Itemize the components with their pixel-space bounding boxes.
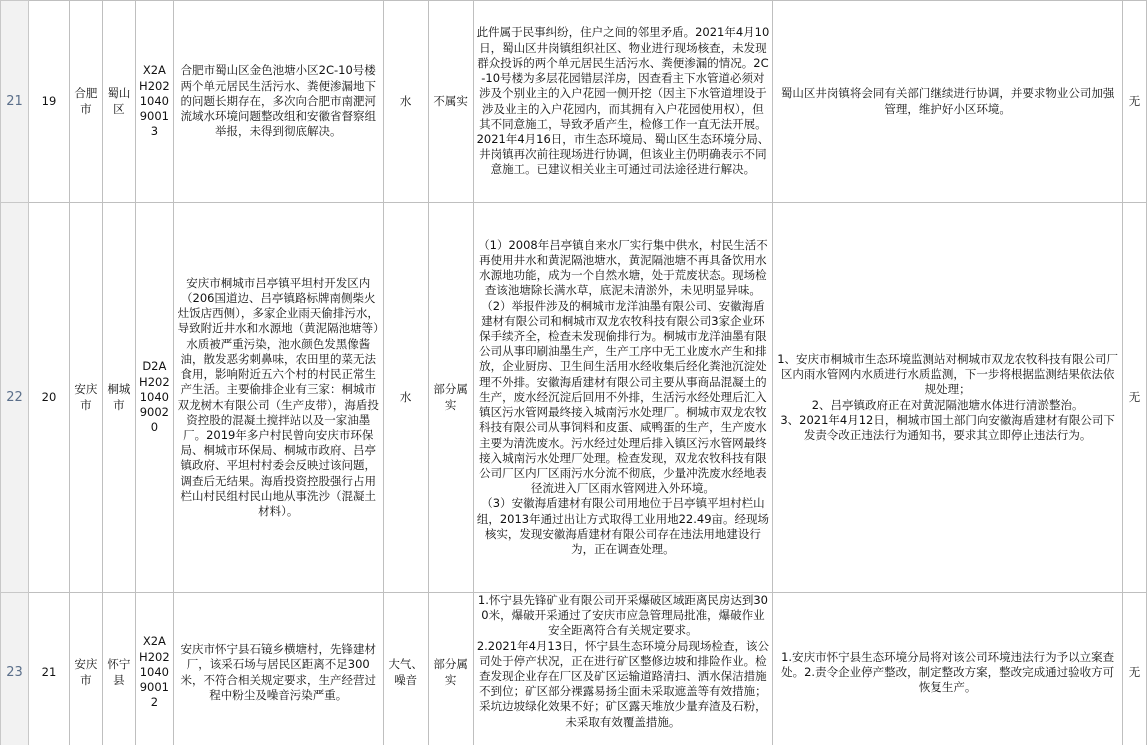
category-cell[interactable]: 水 [383, 1, 428, 203]
category-cell[interactable]: 大气、噪音 [383, 593, 428, 745]
measures-cell[interactable]: 1.安庆市怀宁县生态环境分局将对该公司环境违法行为予以立案查处。2.责令企业停产整改，制定整改方案，整改完成通过验收方可恢复生产。 [773, 593, 1123, 745]
table-row [1, 203, 1147, 593]
seq-cell[interactable]: 21 [28, 593, 69, 745]
check-cell[interactable] [473, 1, 773, 203]
check-paragraph: （2）举报件涉及的桐城市龙洋油墨有限公司、安徽海盾建材有限公司和桐城市双龙农牧科技有限公司3家企业环保手续齐全，检查未发现偷排行为。桐城市龙洋油墨有限公司从事印刷油墨生产，生产工序中无工业废水产生和排放，企业厨房、卫生间生活用水经收集后经化粪池沉淀处理不外排。安徽海盾建材有限公司主要从事商品混凝土的生产，废水经沉淀后回用不外排，生活污水经处理后汇入镇区污水管网最终接入城南污水处理厂。桐城市双龙农牧科技有限公司从事饲料和皮蛋、咸鸭蛋的生产，生产废水主要为清洗废水。污水经过处理后排入镇区污水管网最终接入城南污水处理厂处理。检查发现，双龙农牧科技有限公司厂区内厂区雨污水分流不彻底，少量冲洗废水经地表径流进入厂区雨水管网进入外环境。 [479, 298, 767, 496]
check-paragraph: 此件属于民事纠纷，住户之间的邻里矛盾。2021年4月10日，蜀山区井岗镇组织社区、物业进行现场核查，未发现群众投诉的两个单元居民生活污水、粪便渗漏的情况。2C-10号楼为多层花园错层洋房，因查看主下水管道必须对涉及个别业主的入户花园一侧开挖（因主下水管道埋设于涉及业主的入户花园内，而其拥有入户花园使用权），但其不同意施工，导致矛盾产生，检修工作一直无法开展。2021年4月16日，市生态环境局、蜀山区生态环境分局、井岗镇再次前往现场进行协调，但该业主仍明确表示不同意施工。已建议相关业主可通过司法途径进行解决。 [476, 25, 770, 177]
accountability-cell[interactable]: 无 [1122, 593, 1146, 745]
code-cell[interactable]: X2AH20210409001 2 [135, 593, 173, 745]
complaint-cell[interactable]: 安庆市桐城市吕亭镇平坦村开发区内（206国道边、吕亭镇路标牌南侧柴火灶饭店西侧），多家企业雨天偷排污水，导致附近井水和水源地（黄泥隔池塘等）水质被严重污染，池水颜色发黑像酱油，散发恶劣刺鼻味，农田里的菜无法食用，影响附近五六个村的村民正常生产生活。主要偷排企业有三家：桐城市双龙树木有限公司（生产皮带），海盾投资控股的混凝土搅拌站以及一家油墨厂。2019年多户村民曾向安庆市环保局、桐城市环保局、桐城市政府、吕亭镇政府、平坦村村委会反映过该问题，调查后无结果。海盾投资控股强行占用栏山村民组村民山地从事洗沙（混凝土材料）。 [173, 203, 383, 593]
table-row [1, 1, 1147, 203]
verdict-cell[interactable]: 部分属实 [428, 593, 473, 745]
check-paragraph: （1）2008年吕亭镇自来水厂实行集中供水，村民生活不再使用井水和黄泥隔池塘水，黄泥隔池塘不再具备饮用水水源地功能，成为一个自然水塘，处于荒废状态。现场检查该池塘除长满水草，底泥未清淤外，未见明显异味。 [478, 237, 768, 298]
complaint-cell[interactable]: 安庆市怀宁县石镜乡横塘村，先锋建材厂，该采石场与居民区距离不足300米，不符合相关规定要求，生产经营过程中粉尘及噪音污染严重。 [173, 593, 383, 745]
check-cell[interactable] [473, 593, 773, 745]
city-cell[interactable]: 安庆市 [69, 203, 102, 593]
check-cell[interactable] [473, 203, 773, 593]
accountability-cell[interactable]: 无 [1122, 1, 1146, 203]
city-cell[interactable]: 合肥市 [69, 1, 102, 203]
row-header[interactable]: 21 [1, 1, 29, 203]
check-paragraph: （3）安徽海盾建材有限公司用地位于吕亭镇平坦村栏山组，2013年通过出让方式取得工业用地22.49亩。经现场核实，发现安徽海盾建材有限公司存在违法用地建设行为，正在调查处理。 [476, 496, 770, 556]
city-cell[interactable]: 安庆市 [69, 593, 102, 745]
district-cell[interactable]: 桐城市 [102, 203, 135, 593]
table-row [1, 593, 1147, 745]
check-paragraph: 2.2021年4月13日，怀宁县生态环境分局现场检查，该公司处于停产状况，正在进行矿区整修边坡和排险作业。检查发现企业存在厂区及矿区运输道路清扫、洒水保洁措施不到位；矿区部分裸露易扬尘面未采取遮盖等有效措施；采坑边坡绿化效果不好；矿区露天堆放少量弃渣及石粉，未采取有效覆盖措施。 [476, 638, 770, 729]
complaint-cell[interactable]: 合肥市蜀山区金色池塘小区2C-10号楼两个单元居民生活污水、粪便渗漏地下的问题长期存在，多次向合肥市南淝河流域水环境问题整改组和安徽省督察组举报，未得到彻底解决。 [173, 1, 383, 203]
accountability-cell[interactable]: 无 [1122, 203, 1146, 593]
measures-cell[interactable]: 蜀山区井岗镇将会同有关部门继续进行协调，并要求物业公司加强管理，维护好小区环境。 [773, 1, 1123, 203]
code-cell[interactable]: D2AH20210409002 0 [135, 203, 173, 593]
row-header[interactable]: 22 [1, 203, 29, 593]
district-cell[interactable]: 蜀山区 [102, 1, 135, 203]
check-paragraph: 1.怀宁县先锋矿业有限公司开采爆破区域距离民房达到300米，爆破开采通过了安庆市应急管理局批准，爆破作业安全距离符合有关规定要求。 [477, 593, 768, 638]
seq-cell[interactable]: 20 [28, 203, 69, 593]
verdict-cell[interactable]: 部分属实 [428, 203, 473, 593]
category-cell[interactable]: 水 [383, 203, 428, 593]
district-cell[interactable]: 怀宁县 [102, 593, 135, 745]
row-header[interactable]: 23 [1, 593, 29, 745]
seq-cell[interactable]: 19 [28, 1, 69, 203]
verdict-cell[interactable]: 不属实 [428, 1, 473, 203]
measures-cell[interactable]: 1、安庆市桐城市生态环境监测站对桐城市双龙农牧科技有限公司厂区内雨水管网内水质进行水质监测，下一步将根据监测结果依法依规处理； 2、吕亭镇政府正在对黄泥隔池塘水体进行清淤整治。 3、2021年4月12日，桐城市国土部门向安徽海盾建材有限公司下发责令改正违法行为通知书，要求其立即停止违法行为。 [773, 203, 1123, 593]
code-cell[interactable]: X2AH20210409001 3 [135, 1, 173, 203]
